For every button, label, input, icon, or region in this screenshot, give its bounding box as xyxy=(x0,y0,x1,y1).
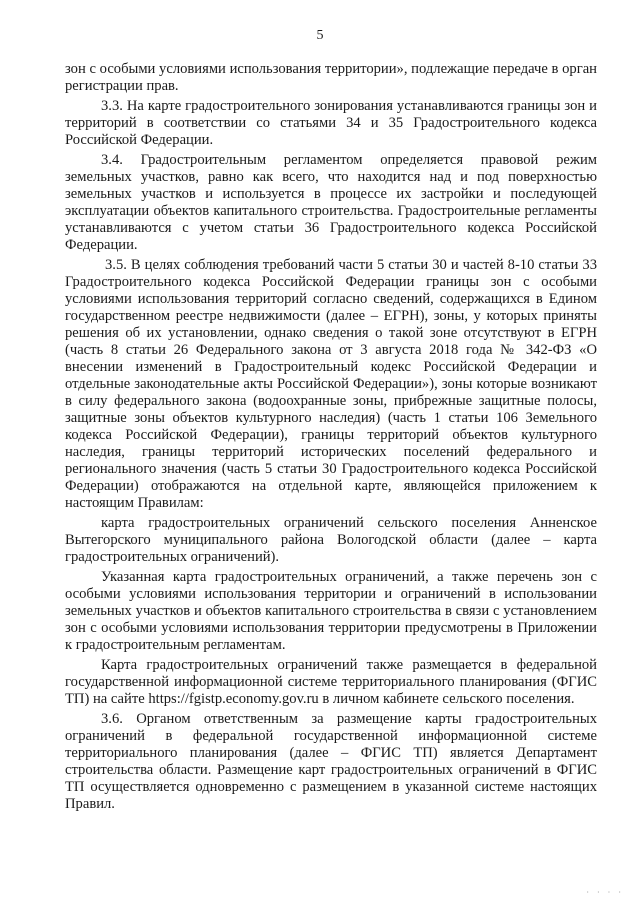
paragraph-3-4: 3.4. Градостроительным регламентом определяется правовой режим земельных участков, равно как всего, что находится над и под поверхностью земельных участков и используется в процессе их застройки и последующей эксплуатации объектов капитального строительства. Градостроительные регламенты устанавливаются с учетом статьи 36 Градостроительного кодекса Российской Федерации. xyxy=(65,152,597,253)
paragraph-fgis-placement: Карта градостроительных ограничений также размещается в федеральной государственной информационной системе территориального планирования (ФГИС ТП) на сайте https://fgistp.economy.gov.ru в личном кабинете сельского поселения. xyxy=(65,657,597,707)
page-number: 5 xyxy=(316,28,324,43)
paragraph-continuation: зон с особыми условиями использования территории», подлежащие передаче в орган регистрации прав. xyxy=(65,61,597,94)
paragraph-3-3: 3.3. На карте градостроительного зонирования устанавливаются границы зон и территорий в соответствии со статьями 34 и 35 Градостроительного кодекса Российской Федерации. xyxy=(65,98,597,148)
paragraph-map-item: карта градостроительных ограничений сельского поселения Анненское Вытегорского муниципального района Вологодской области (далее – карта градостроительных ограничений). xyxy=(65,515,597,565)
paragraph-3-5: 3.5. В целях соблюдения требований части 5 статьи 30 и частей 8-10 статьи 33 Градостроительного кодекса Российской Федерации границы зон с особыми условиями использования территорий согласно сведений, содержащихся в Едином государственном реестре недвижимости (далее – ЕГРН), зоны, у которых приняты решения об их установлении, однако сведения о такой зоне отсутствуют в ЕГРН (часть 8 статьи 26 Федерального закона от 3 августа 2018 года № 342-ФЗ «О внесении изменений в Градостроительный кодекс Российской Федерации и отдельные законодательные акты Российской Федерации»), зоны которые возникают в силу федерального закона (водоохранные зоны, прибрежные защитные полосы, защитные зоны объектов культурного наследия) (часть 1 статьи 106 Земельного кодекса Российской Федерации), границы территорий объектов культурного наследия, границы территорий исторических поселений федерального и регионального значения (часть 5 статьи 30 Градостроительного кодекса Российской Федерации) отображаются на отдельной карте, являющейся приложением к настоящим Правилам: xyxy=(65,257,597,511)
scan-artifact-marks: · · · · xyxy=(586,888,624,897)
paragraph-map-list: Указанная карта градостроительных ограничений, а также перечень зон с особыми условиями использования территории и ограничений в использовании земельных участков и объектов капитального строительства в связи с установлением зон с особыми условиями использования территории предусмотрены в Приложении к градостроительным регламентам. xyxy=(65,569,597,653)
document-body xyxy=(65,61,597,813)
paragraph-3-6: 3.6. Органом ответственным за размещение карты градостроительных ограничений в федеральной государственной информационной системе территориального планирования (далее – ФГИС ТП) является Департамент строительства области. Размещение карт градостроительных ограничений в ФГИС ТП осуществляется одновременно с размещением в указанной системе настоящих Правил. xyxy=(65,711,597,812)
